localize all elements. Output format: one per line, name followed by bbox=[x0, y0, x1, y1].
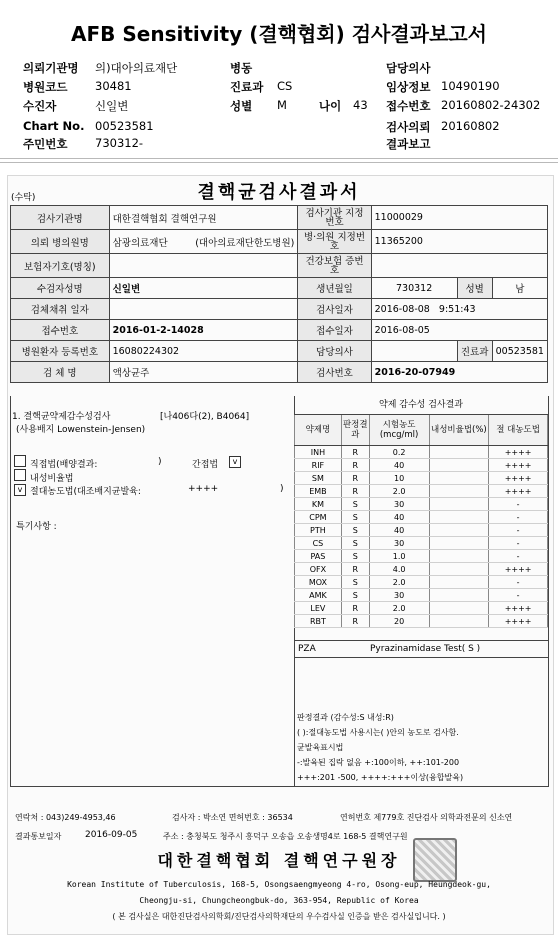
clinical-info: 10490190 bbox=[441, 79, 500, 93]
sex-label: 성별 bbox=[457, 278, 492, 299]
result-drug: MOX bbox=[295, 576, 342, 589]
result-row bbox=[295, 472, 548, 485]
result-judgment: S bbox=[341, 550, 369, 563]
resident-no-label: 주민번호 bbox=[23, 137, 68, 151]
req-hospital-label: 의뢰 병의원명 bbox=[11, 230, 110, 254]
result-judgment: S bbox=[341, 511, 369, 524]
receipt: 2016-01-2-14028 bbox=[109, 320, 298, 341]
result-absolute: ++++ bbox=[489, 472, 548, 485]
specimen-date-label: 검체채취 일자 bbox=[11, 299, 110, 320]
result-resist-ratio bbox=[429, 472, 489, 485]
result-row bbox=[295, 524, 548, 537]
result-judgment: R bbox=[341, 485, 369, 498]
result-concentration: 10 bbox=[369, 472, 429, 485]
result-absolute: - bbox=[489, 589, 548, 602]
receipt-no: 20160802-24302 bbox=[441, 98, 541, 112]
request-date-label: 검사의뢰 bbox=[386, 120, 431, 134]
department: CS bbox=[277, 79, 293, 93]
result-drug: SM bbox=[295, 472, 342, 485]
col-drug: 약제명 bbox=[295, 415, 342, 446]
pza-row bbox=[294, 640, 548, 658]
hospital-code-label: 병원코드 bbox=[23, 80, 68, 94]
result-drug: EMB bbox=[295, 485, 342, 498]
collector-label: 수진자 bbox=[23, 99, 57, 113]
result-concentration: 30 bbox=[369, 589, 429, 602]
result-drug: PAS bbox=[295, 550, 342, 563]
result-drug: AMK bbox=[295, 589, 342, 602]
resist-ratio-label: 내성비율법 bbox=[30, 474, 74, 484]
result-concentration: 30 bbox=[369, 537, 429, 550]
receipt-date: 2016-08-05 bbox=[371, 320, 547, 341]
test-line1: 1. 결핵균약제감수성검사 bbox=[12, 412, 111, 422]
result-absolute: ++++ bbox=[489, 602, 548, 615]
department-label: 진료과 bbox=[230, 80, 264, 94]
results-table bbox=[294, 415, 548, 628]
result-drug: RBT bbox=[295, 615, 342, 628]
result-judgment: S bbox=[341, 498, 369, 511]
result-absolute: ++++ bbox=[489, 485, 548, 498]
remarks-label: 특기사항 : bbox=[16, 522, 57, 532]
test-method-panel bbox=[10, 396, 295, 787]
result-resist-ratio bbox=[429, 589, 489, 602]
age: 43 bbox=[353, 98, 368, 112]
col-judgment: 판정결과 bbox=[341, 415, 369, 446]
reg-no-label: 병원환자 등록번호 bbox=[11, 341, 110, 362]
pza-value: Pyrazinamidase Test( S ) bbox=[370, 644, 481, 654]
lab-org: 대한결핵협회 결핵연구원 bbox=[109, 206, 298, 230]
interpretation-line: -:발육된 집락 없음 +:100이하, ++:101-200 bbox=[297, 758, 460, 767]
institute-name: 대한결핵협회 결핵연구원장 bbox=[157, 851, 401, 870]
result-absolute: - bbox=[489, 550, 548, 563]
hosp-designation-label: 병·의원 지정번호 bbox=[298, 230, 371, 254]
result-row bbox=[295, 576, 548, 589]
english-address-1: Korean Institute of Tuberculosis, 168-5, Osongsaengmyeong 4-ro, Osong-eup, Heungdeok-gu, bbox=[67, 880, 491, 889]
absolute-checkbox: v bbox=[14, 484, 26, 496]
report-title: AFB Sensitivity (결핵협회) 검사결과보고서 bbox=[71, 22, 487, 46]
result-resist-ratio bbox=[429, 576, 489, 589]
result-drug: INH bbox=[295, 446, 342, 459]
receipt-label: 접수번호 bbox=[11, 320, 110, 341]
insurance-cert bbox=[371, 254, 547, 278]
result-absolute: ++++ bbox=[489, 563, 548, 576]
result-judgment: S bbox=[341, 576, 369, 589]
interpretation-notes bbox=[297, 710, 463, 785]
result-judgment: S bbox=[341, 537, 369, 550]
result-row bbox=[295, 563, 548, 576]
result-row bbox=[295, 511, 548, 524]
result-resist-ratio bbox=[429, 446, 489, 459]
requesting-org-label: 의뢰기관명 bbox=[23, 61, 79, 75]
report-label: 결과보고 bbox=[386, 137, 431, 151]
interpretation-line: 판정결과 (감수성:S 내성:R) bbox=[297, 713, 394, 722]
test-no-label: 검사번호 bbox=[298, 362, 371, 383]
document-title: 결핵균검사결과서 bbox=[197, 182, 361, 203]
absolute-value: ++++ bbox=[188, 484, 219, 494]
result-concentration: 4.0 bbox=[369, 563, 429, 576]
collector: 신일변 bbox=[95, 99, 129, 113]
contact: 연락처 : 043)249-4953,46 bbox=[15, 813, 116, 822]
resist-ratio-checkbox bbox=[14, 469, 26, 481]
ward-label: 병동 bbox=[230, 61, 253, 75]
doctor-label: 담당의사 bbox=[386, 61, 431, 75]
result-row bbox=[295, 446, 548, 459]
result-resist-ratio bbox=[429, 602, 489, 615]
result-judgment: R bbox=[341, 602, 369, 615]
test-code: [나406다(2), B4064] bbox=[160, 412, 250, 422]
result-judgment: R bbox=[341, 459, 369, 472]
age-label: 나이 bbox=[319, 99, 342, 113]
result-absolute: - bbox=[489, 498, 548, 511]
direct-checkbox bbox=[14, 455, 26, 467]
result-drug: KM bbox=[295, 498, 342, 511]
result-drug: CPM bbox=[295, 511, 342, 524]
direct-label: 직접법(배양결과: bbox=[30, 460, 98, 470]
result-resist-ratio bbox=[429, 459, 489, 472]
report-date: 2016-09-05 bbox=[85, 830, 138, 840]
certification-note: ( 본 검사실은 대한진단검사의학회/진단검사의학재단의 우수검사실 인증을 받은 검사실입니다. ) bbox=[112, 912, 446, 921]
result-concentration: 2.0 bbox=[369, 602, 429, 615]
hosp-designation: 11365200 bbox=[371, 230, 547, 254]
test-date: 2016-08-08 bbox=[374, 303, 430, 315]
test-date-label: 검사일자 bbox=[298, 299, 371, 320]
clinical-info-label: 임상정보 bbox=[386, 80, 431, 94]
absolute-label: 절대농도법(대조배지균발육: bbox=[30, 487, 141, 497]
result-concentration: 30 bbox=[369, 498, 429, 511]
test-no: 2016-20-07949 bbox=[371, 362, 547, 383]
result-row bbox=[295, 615, 548, 628]
result-concentration: 40 bbox=[369, 459, 429, 472]
result-judgment: R bbox=[341, 472, 369, 485]
result-judgment: S bbox=[341, 524, 369, 537]
result-absolute: ++++ bbox=[489, 615, 548, 628]
report-date-label: 결과통보일자 bbox=[15, 832, 62, 841]
result-absolute: - bbox=[489, 537, 548, 550]
confirmer: 연허번호 제779호 진단검사 의학과전문의 신소연 bbox=[340, 813, 513, 822]
lab-org-label: 검사기관명 bbox=[11, 206, 110, 230]
patient-info-table bbox=[10, 205, 548, 383]
dept-label: 진료과 bbox=[457, 341, 492, 362]
req-hospital-note: (대아의료재단한도병원) bbox=[195, 237, 295, 249]
official-seal-icon bbox=[413, 838, 457, 882]
specimen: 액상균주 bbox=[109, 362, 298, 383]
consignment-badge: (수탁) bbox=[11, 193, 36, 203]
result-resist-ratio bbox=[429, 615, 489, 628]
lab-designation-label: 검사기관 지정번호 bbox=[298, 206, 371, 230]
result-resist-ratio bbox=[429, 563, 489, 576]
result-resist-ratio bbox=[429, 498, 489, 511]
english-address-2: Cheongju-si, Chungcheongbuk-do, 363-954, Republic of Korea bbox=[139, 896, 419, 905]
result-row bbox=[295, 589, 548, 602]
result-absolute: ++++ bbox=[489, 446, 548, 459]
req-hospital-cell bbox=[109, 230, 298, 254]
divider bbox=[0, 158, 558, 159]
chart-no: 00523581 bbox=[95, 119, 154, 133]
birth: 730312 bbox=[371, 278, 457, 299]
interpretation-line: +++:201 -500, ++++:+++이상(융합발육) bbox=[297, 773, 464, 782]
result-row bbox=[295, 537, 548, 550]
sex: M bbox=[277, 98, 287, 112]
specimen-label: 검 체 명 bbox=[11, 362, 110, 383]
req-hospital: 삼광의료재단 bbox=[112, 237, 168, 249]
lab-designation: 11000029 bbox=[371, 206, 547, 230]
birth-label: 생년월일 bbox=[298, 278, 371, 299]
result-concentration: 20 bbox=[369, 615, 429, 628]
result-row bbox=[295, 550, 548, 563]
insurance-cert-label: 건강보험 증번호 bbox=[298, 254, 371, 278]
receipt-no-label: 접수번호 bbox=[386, 99, 431, 113]
result-concentration: 2.0 bbox=[369, 576, 429, 589]
absolute-close: ) bbox=[280, 484, 284, 494]
result-judgment: R bbox=[341, 615, 369, 628]
doctor-label: 담당의사 bbox=[298, 341, 371, 362]
result-absolute: - bbox=[489, 511, 548, 524]
result-resist-ratio bbox=[429, 537, 489, 550]
result-drug: CS bbox=[295, 537, 342, 550]
patient-name: 신일변 bbox=[109, 278, 298, 299]
col-absolute: 절 대농도법 bbox=[489, 415, 548, 446]
result-row bbox=[295, 498, 548, 511]
result-drug: LEV bbox=[295, 602, 342, 615]
result-concentration: 40 bbox=[369, 524, 429, 537]
result-row bbox=[295, 485, 548, 498]
result-resist-ratio bbox=[429, 550, 489, 563]
col-concentration: 시험농도(mcg/ml) bbox=[369, 415, 429, 446]
result-concentration: 0.2 bbox=[369, 446, 429, 459]
indirect-checkbox: v bbox=[229, 456, 241, 468]
interpretation-line: ( ):절대농도법 사용시는( )안의 농도로 검사함. bbox=[297, 728, 459, 737]
result-drug: RIF bbox=[295, 459, 342, 472]
direct-close: ) bbox=[158, 457, 162, 467]
insurer-label: 보험자기호(명칭) bbox=[11, 254, 110, 278]
dept: 00523581 bbox=[492, 341, 547, 362]
address: 주소 : 충청북도 청주시 흥덕구 오송읍 오송생명4로 168-5 결핵연구원 bbox=[163, 832, 408, 841]
result-judgment: S bbox=[341, 589, 369, 602]
examiner: 검사자 : 박소연 면허번호 : 36534 bbox=[172, 813, 293, 822]
specimen-date bbox=[109, 299, 298, 320]
result-drug: PTH bbox=[295, 524, 342, 537]
result-row bbox=[295, 459, 548, 472]
receipt-date-label: 접수일자 bbox=[298, 320, 371, 341]
divider bbox=[0, 162, 558, 163]
test-date-cell bbox=[371, 299, 547, 320]
sex: 남 bbox=[492, 278, 547, 299]
result-drug: OFX bbox=[295, 563, 342, 576]
reg-no: 16080224302 bbox=[109, 341, 298, 362]
result-absolute: ++++ bbox=[489, 459, 548, 472]
indirect-label: 간접법 bbox=[192, 460, 219, 470]
resident-no: 730312- bbox=[95, 136, 144, 150]
result-resist-ratio bbox=[429, 485, 489, 498]
hospital-code: 30481 bbox=[95, 79, 132, 93]
result-absolute: - bbox=[489, 524, 548, 537]
doctor bbox=[371, 341, 457, 362]
result-row bbox=[295, 602, 548, 615]
chart-no-label: Chart No. bbox=[23, 119, 85, 133]
result-judgment: R bbox=[341, 563, 369, 576]
result-judgment: R bbox=[341, 446, 369, 459]
patient-name-label: 수검자성명 bbox=[11, 278, 110, 299]
result-resist-ratio bbox=[429, 524, 489, 537]
insurer bbox=[109, 254, 298, 278]
interpretation-line: 균발육표시법 bbox=[297, 743, 344, 752]
request-date: 20160802 bbox=[441, 119, 500, 133]
test-time: 9:51:43 bbox=[438, 303, 476, 315]
result-resist-ratio bbox=[429, 511, 489, 524]
requesting-org: 의)대아의료재단 bbox=[95, 61, 178, 75]
sex-label: 성별 bbox=[230, 99, 253, 113]
result-concentration: 1.0 bbox=[369, 550, 429, 563]
results-title: 약제 감수성 검사결과 bbox=[294, 396, 548, 415]
col-resist-ratio: 내성비율법(%) bbox=[429, 415, 489, 446]
result-absolute: - bbox=[489, 576, 548, 589]
pza-label: PZA bbox=[298, 644, 316, 654]
test-line2: (사용배지 Lowenstein-Jensen) bbox=[16, 425, 146, 435]
result-concentration: 40 bbox=[369, 511, 429, 524]
result-concentration: 2.0 bbox=[369, 485, 429, 498]
